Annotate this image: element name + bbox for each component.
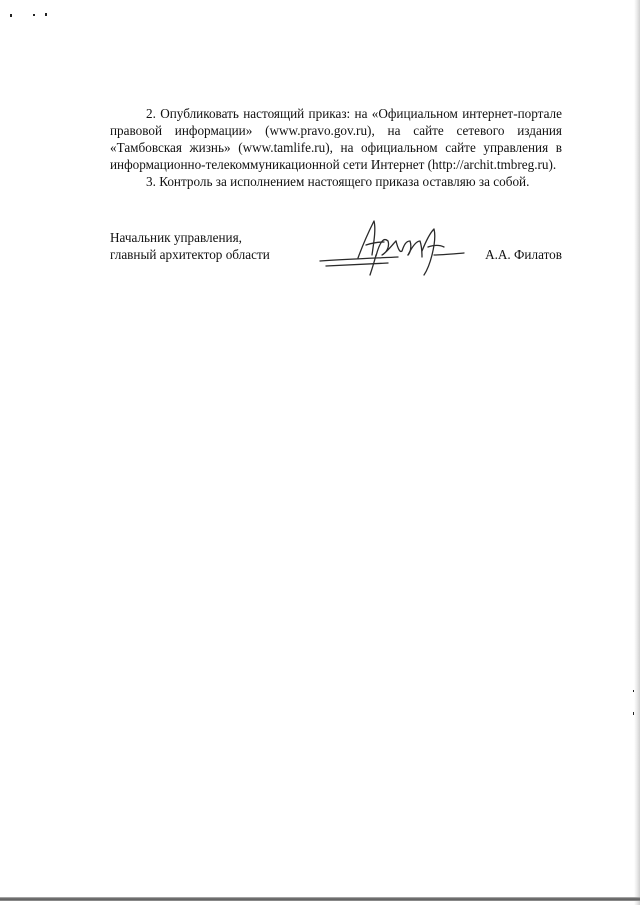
scan-bottom-edge (0, 897, 640, 901)
paragraph-control: 3. Контроль за исполнением настоящего приказа оставляю за собой. (146, 174, 530, 189)
paragraph-publication: 2. Опубликовать настоящий приказ: на «Официальном интернет-портале правовой информации» (www.pravo.gov.ru), на сайте сетевого издания «Тамбовская жизнь» (www.tamlife.ru), на официальном сайте управления в информационно-телекоммуникационной сети Интернет (http://archit.tmbreg.ru). (110, 106, 562, 172)
scan-speck (10, 14, 12, 17)
scan-speck (33, 14, 35, 16)
order-body-text (110, 105, 562, 190)
scan-right-edge (634, 0, 640, 905)
signatory-title (110, 229, 330, 263)
signatory-title-line1: Начальник управления, (110, 230, 242, 245)
signatory-name: А.А. Филатов (485, 247, 562, 262)
signature-block (110, 229, 562, 289)
scan-speck (45, 13, 47, 16)
signatory-title-line2: главный архитектор области (110, 247, 270, 262)
handwritten-signature (318, 211, 468, 281)
